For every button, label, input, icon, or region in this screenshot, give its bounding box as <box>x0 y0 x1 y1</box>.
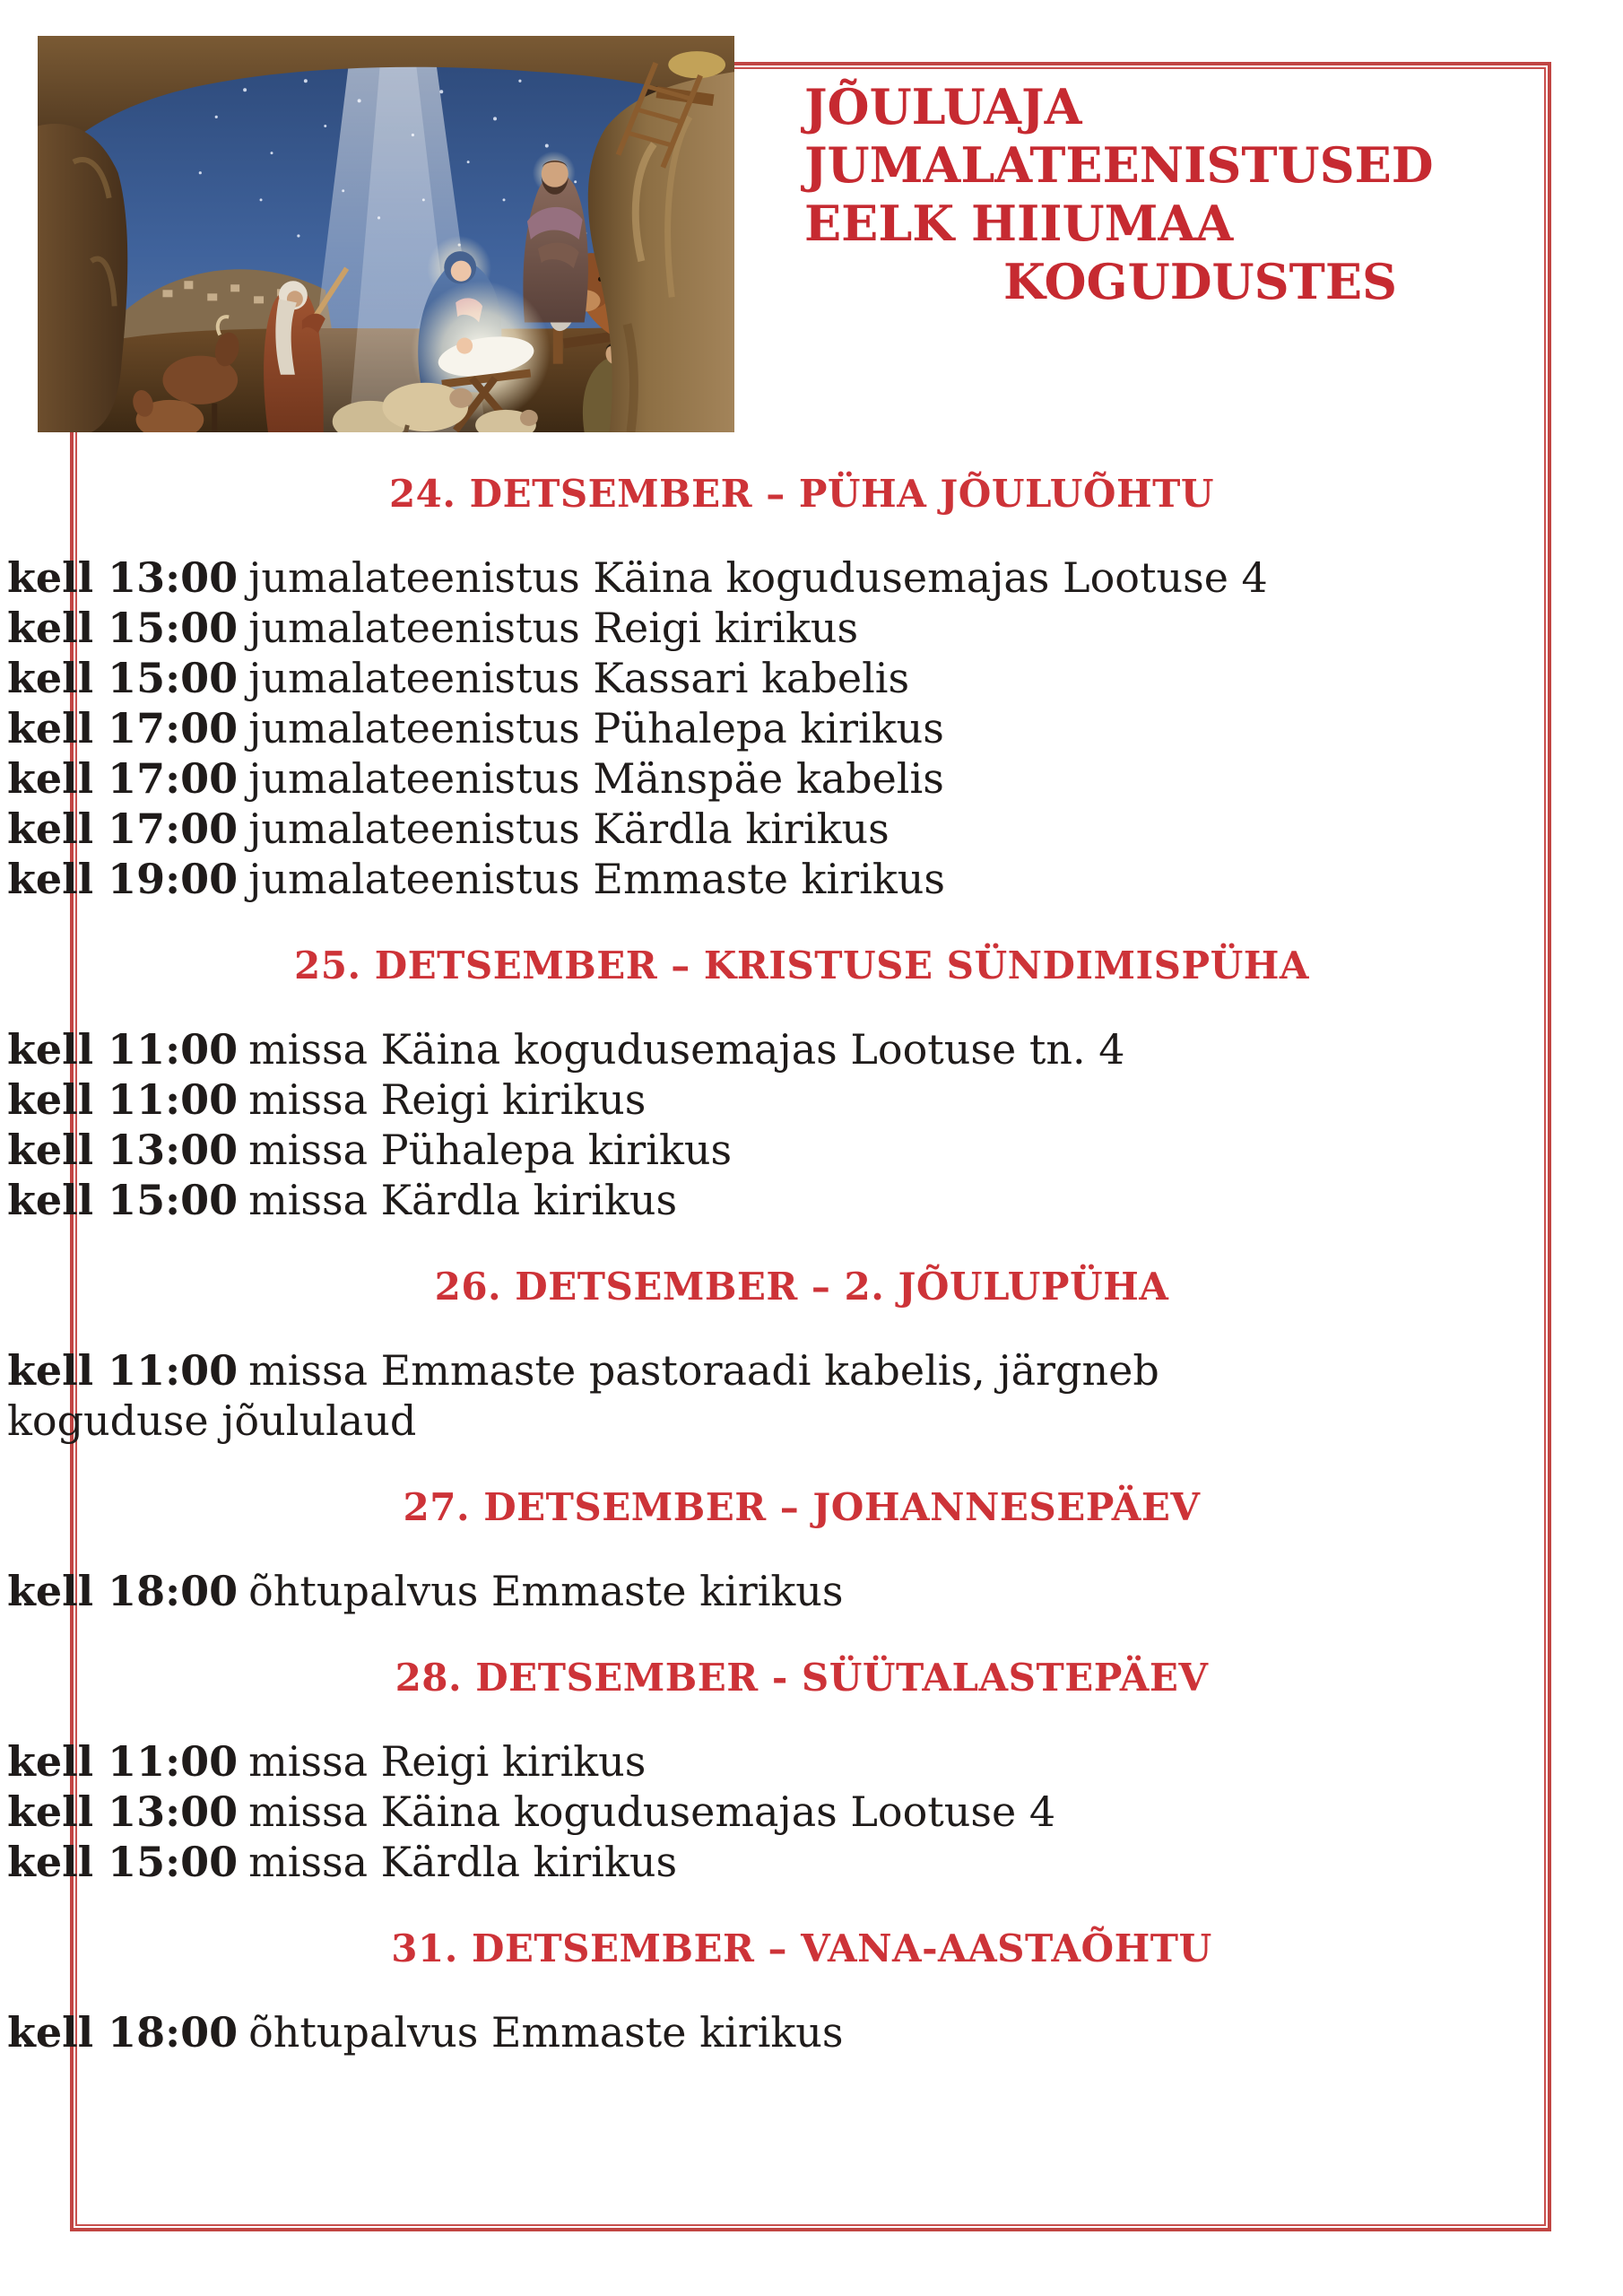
event-line <box>7 804 1370 854</box>
section-heading: 26. DETSEMBER – 2. JÕULUPÜHA <box>434 1265 1169 1309</box>
section-25-detsember <box>7 944 1596 1225</box>
event-desc: jumalateenistus Kassari kabelis <box>248 654 910 702</box>
event-line <box>7 1566 1370 1616</box>
title-line-2: JUMALATEENISTUSED <box>804 136 1434 194</box>
event-time: kell 11:00 <box>7 1025 239 1074</box>
event-desc: jumalateenistus Käina kogudusemajas Lootuse 4 <box>248 553 1268 602</box>
event-time: kell 18:00 <box>7 2008 239 2057</box>
event-list <box>7 552 1370 904</box>
event-line <box>7 1837 1370 1887</box>
event-line <box>7 1345 1370 1446</box>
event-list <box>7 1566 1370 1616</box>
event-desc: missa Reigi kirikus <box>248 1737 647 1786</box>
event-list <box>7 1024 1370 1225</box>
event-desc: õhtupalvus Emmaste kirikus <box>248 1567 844 1615</box>
nativity-scene-illustration <box>38 36 734 432</box>
event-desc: missa Pühalepa kirikus <box>248 1126 733 1174</box>
event-desc: missa Kärdla kirikus <box>248 1176 678 1224</box>
event-time: kell 19:00 <box>7 855 239 903</box>
event-time: kell 17:00 <box>7 754 239 803</box>
event-line <box>7 653 1370 703</box>
event-line <box>7 1024 1370 1074</box>
event-desc: missa Käina kogudusemajas Lootuse tn. 4 <box>248 1025 1125 1074</box>
event-time: kell 13:00 <box>7 1787 239 1836</box>
event-time: kell 13:00 <box>7 1126 239 1174</box>
event-time: kell 15:00 <box>7 654 239 702</box>
section-27-detsember <box>7 1485 1596 1616</box>
event-line <box>7 703 1370 753</box>
event-line <box>7 1175 1370 1225</box>
section-24-detsember <box>7 472 1596 904</box>
poster-title <box>734 36 1434 311</box>
event-desc: jumalateenistus Emmaste kirikus <box>248 855 945 903</box>
event-list <box>7 2007 1370 2057</box>
event-line <box>7 1125 1370 1175</box>
event-list <box>7 1345 1370 1446</box>
event-time: kell 11:00 <box>7 1075 239 1124</box>
event-desc: missa Emmaste pastoraadi kabelis, järgneb koguduse jõululaud <box>7 1346 1159 1445</box>
nativity-scene-image <box>38 36 734 432</box>
title-line-1: JÕULUAJA <box>804 78 1082 135</box>
event-line <box>7 753 1370 804</box>
section-28-detsember <box>7 1656 1596 1887</box>
section-heading: 27. DETSEMBER – JOHANNESEPÄEV <box>403 1485 1201 1529</box>
event-desc: jumalateenistus Reigi kirikus <box>248 604 859 652</box>
event-line <box>7 1074 1370 1125</box>
section-heading: 24. DETSEMBER – PÜHA JÕULUÕHTU <box>388 472 1215 516</box>
event-desc: jumalateenistus Kärdla kirikus <box>248 804 890 853</box>
event-desc: missa Käina kogudusemajas Lootuse 4 <box>248 1787 1056 1836</box>
event-line <box>7 1787 1370 1837</box>
event-list <box>7 1736 1370 1887</box>
event-desc: missa Kärdla kirikus <box>248 1838 678 1886</box>
event-desc: jumalateenistus Pühalepa kirikus <box>248 704 944 752</box>
event-line <box>7 2007 1370 2057</box>
event-line <box>7 603 1370 653</box>
event-desc: jumalateenistus Mänspäe kabelis <box>248 754 944 803</box>
poster-header <box>38 36 1596 432</box>
section-heading: 25. DETSEMBER – KRISTUSE SÜNDIMISPÜHA <box>294 944 1309 987</box>
event-time: kell 11:00 <box>7 1737 239 1786</box>
event-time: kell 15:00 <box>7 1176 239 1224</box>
event-time: kell 18:00 <box>7 1567 239 1615</box>
section-heading: 28. DETSEMBER - SÜÜTALASTEPÄEV <box>395 1656 1209 1700</box>
event-desc: õhtupalvus Emmaste kirikus <box>248 2008 844 2057</box>
event-time: kell 15:00 <box>7 1838 239 1886</box>
event-time: kell 15:00 <box>7 604 239 652</box>
event-time: kell 13:00 <box>7 553 239 602</box>
event-time: kell 17:00 <box>7 804 239 853</box>
title-line-4: KOGUDUSTES <box>1003 253 1397 310</box>
section-heading: 31. DETSEMBER – VANA-AASTAÕHTU <box>391 1926 1212 1970</box>
event-time: kell 11:00 <box>7 1346 239 1395</box>
event-desc: missa Reigi kirikus <box>248 1075 647 1124</box>
event-line <box>7 854 1370 904</box>
section-31-detsember <box>7 1926 1596 2057</box>
event-line <box>7 1736 1370 1787</box>
event-line <box>7 552 1370 603</box>
section-26-detsember <box>7 1265 1596 1446</box>
event-time: kell 17:00 <box>7 704 239 752</box>
title-line-3: EELK HIIUMAA <box>804 195 1234 252</box>
